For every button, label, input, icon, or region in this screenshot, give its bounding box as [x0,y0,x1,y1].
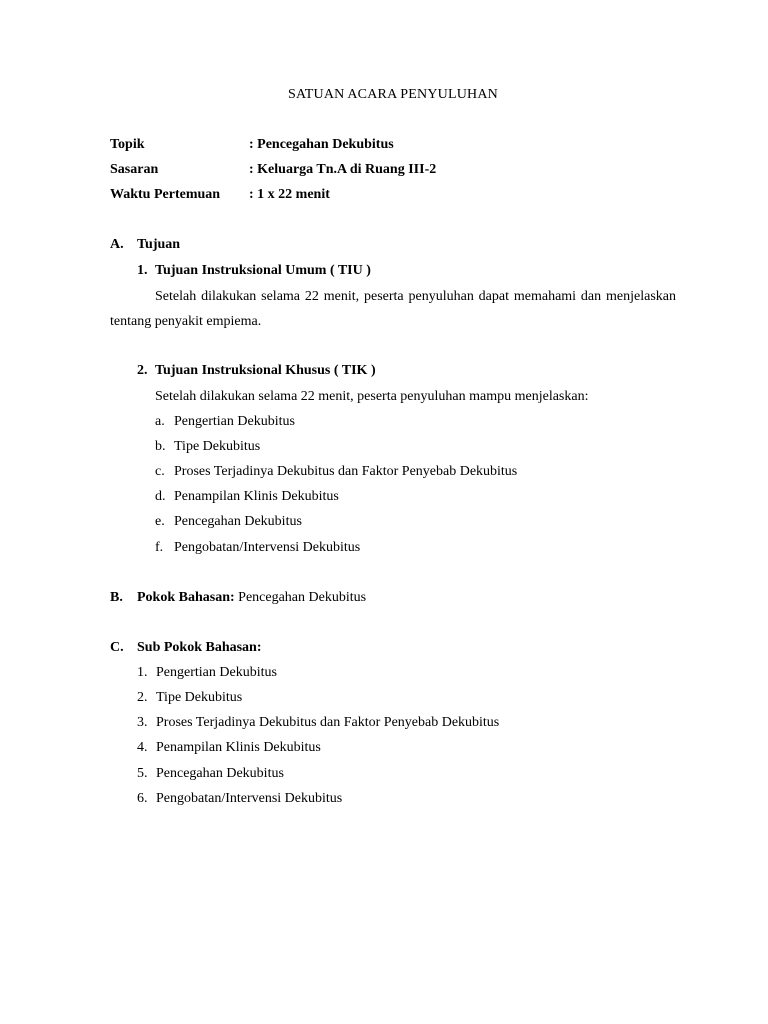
document-title: SATUAN ACARA PENYULUHAN [288,87,498,102]
section-a-heading: Tujuan [137,237,181,252]
tik-item-mark: f. [155,540,164,555]
tik-item-mark: d. [155,489,166,504]
section-b-line [137,589,366,607]
tik-item-text: Pencegahan Dekubitus [174,514,302,529]
sub-item-mark: 6. [137,791,148,806]
sub-item-mark: 5. [137,766,148,781]
tik-item-mark: b. [155,439,166,454]
section-a-letter: A. [110,237,124,252]
tik-item-mark: a. [155,414,165,429]
sub-item-text: Pengertian Dekubitus [156,665,277,680]
sub-item-text: Pencegahan Dekubitus [156,766,284,781]
info-label-sasaran: Sasaran [110,162,159,177]
tik-heading: Tujuan Instruksional Khusus ( TIK ) [155,363,376,378]
info-value-sasaran: : Keluarga Tn.A di Ruang III-2 [249,162,437,177]
tik-item-text: Penampilan Klinis Dekubitus [174,489,339,504]
sub-item-mark: 3. [137,715,148,730]
section-b-letter: B. [110,590,123,605]
info-value-waktu: : 1 x 22 menit [249,187,330,202]
sub-item-text: Proses Terjadinya Dekubitus dan Faktor Penyebab Dekubitus [156,715,500,730]
tiu-heading: Tujuan Instruksional Umum ( TIU ) [155,263,371,278]
section-b-text: Pencegahan Dekubitus [238,590,367,605]
tiu-paragraph: Setelah dilakukan selama 22 menit, peserta penyuluhan dapat memahami dan menjelaskan tentang penyakit empiema. [110,289,676,329]
info-label-topik: Topik [110,137,145,152]
sub-item-text: Penampilan Klinis Dekubitus [156,740,321,755]
tik-item-text: Pengobatan/Intervensi Dekubitus [174,540,361,555]
sub-item-text: Pengobatan/Intervensi Dekubitus [156,791,343,806]
tik-item-mark: e. [155,514,165,529]
tik-item-mark: c. [155,464,165,479]
sub-item-text: Tipe Dekubitus [156,690,243,705]
tiu-number: 1. [137,263,148,278]
tik-number: 2. [137,363,148,378]
section-c-heading: Sub Pokok Bahasan: [137,640,262,655]
info-value-topik: : Pencegahan Dekubitus [249,137,394,152]
tik-item-text: Tipe Dekubitus [174,439,261,454]
sub-item-mark: 1. [137,665,148,680]
tik-item-text: Pengertian Dekubitus [174,414,295,429]
tik-item-text: Proses Terjadinya Dekubitus dan Faktor Penyebab Dekubitus [174,464,518,479]
section-b-heading: Pokok Bahasan: [137,590,235,605]
info-label-waktu: Waktu Pertemuan [110,187,221,202]
section-c-letter: C. [110,640,124,655]
sub-item-mark: 4. [137,740,148,755]
sub-item-mark: 2. [137,690,148,705]
tik-intro: Setelah dilakukan selama 22 menit, peserta penyuluhan mampu menjelaskan: [155,389,589,404]
